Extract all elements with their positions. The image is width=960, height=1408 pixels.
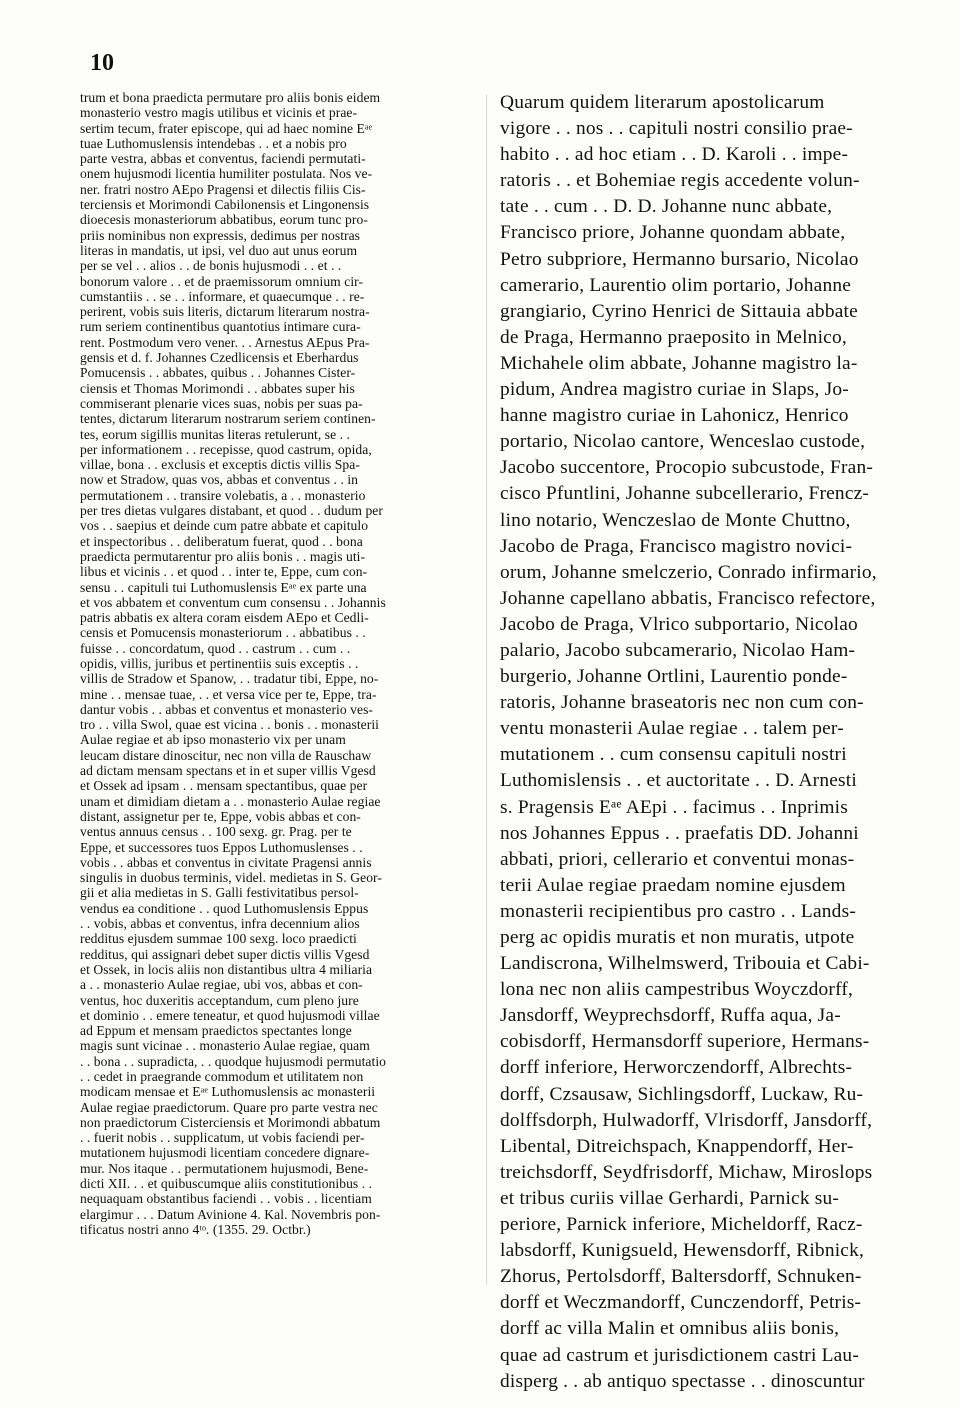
text-line: permutationem . . transire volebatis, a . . monasterio — [80, 487, 366, 503]
text-line: bonorum valore . . et de praemissorum omnium cir- — [80, 273, 364, 289]
text-line: Zhorus, Pertolsdorff, Baltersdorff, Schnuken- — [500, 1266, 862, 1288]
text-line: lona nec non aliis campestribus Woyczdorff, — [500, 979, 854, 1001]
text-line: lino notario, Wenczeslao de Monte Chuttno, — [500, 509, 851, 531]
text-line: orum, Johanne smelczerio, Conrado infirmario, — [500, 561, 877, 583]
text-line: nos Johannes Eppus . . praefatis DD. Johanni — [500, 822, 859, 844]
text-line: et inspectoribus . . deliberatum fuerat, quod . . bona — [80, 533, 363, 549]
text-line: Francisco priore, Johanne quondam abbate, — [500, 222, 846, 244]
text-line: tate . . cum . . D. D. Johanne nunc abbate, — [500, 196, 833, 218]
text-line: vos . . saepius et deinde cum patre abbate et capitulo — [80, 518, 369, 534]
text-line: habito . . ad hoc etiam . . D. Karoli . . impe- — [500, 144, 849, 166]
text-line: parte vestra, abbas et conventus, faciendi permutati- — [80, 151, 366, 167]
text-line: magis sunt vicinae . . monasterio Aulae regiae, quam — [80, 1038, 370, 1054]
text-line: vendus ea conditione . . quod Luthomuslensis Eppus — [80, 900, 369, 916]
text-line: perirent, vobis suis literis, dictarum literarum nostra- — [80, 304, 370, 320]
text-line: dantur vobis . . abbas et conventus et monasterio ves- — [80, 701, 374, 717]
text-line: dorff ac villa Malin et omnibus aliis bonis, — [500, 1318, 840, 1340]
text-line: onem hujusmodi licentia humiliter postulata. Nos ve- — [80, 166, 373, 182]
text-line: mur. Nos itaque . . permutationem hujusmodi, Bene- — [80, 1160, 369, 1176]
text-line: ventus annuus census . . 100 sexg. gr. Prag. per te — [80, 824, 352, 840]
text-line: periore, Parnick inferiore, Micheldorff, Racz- — [500, 1214, 863, 1236]
text-line: grangiario, Cyrino Henrici de Sittauia abbate — [500, 300, 858, 322]
text-line: pidum, Andrea magistro curiae in Slaps, Jo- — [500, 379, 849, 401]
text-line: et vos abbatem et conventum cum consensu . . Johannis — [80, 594, 386, 610]
text-line: Eppe, et successores tuos Eppos Luthomuslenses . . — [80, 839, 363, 855]
text-line: per informationem . . recepisse, quod castrum, opida, — [80, 441, 372, 457]
text-line: distant, assignetur per te, Eppe, vobis abbas et con- — [80, 808, 361, 824]
text-line: patris abbatis ex altera coram eisdem AEpo et Cedli- — [80, 610, 369, 626]
text-line: tentes, dictarum literarum nostrarum seriem continen- — [80, 411, 376, 427]
text-line: Libental, Ditreichspach, Knappendorff, Her- — [500, 1135, 854, 1157]
text-line: vobis . . abbas et conventus in civitate Pragensi annis — [80, 854, 372, 870]
text-line: treichsdorff, Seydfrisdorff, Michaw, Miroslops — [500, 1161, 873, 1183]
text-line: abbati, priori, cellerario et conventui monas- — [500, 848, 855, 870]
text-line: ratoris . . et Bohemiae regis accedente volun- — [500, 170, 860, 192]
text-line: dorff et Weczmandorff, Cunczendorff, Petris- — [500, 1292, 862, 1314]
text-line: et tribus curiis villae Gerhardi, Parnick su- — [500, 1187, 840, 1209]
text-line: perg ac opidis muratis et non muratis, utpote — [500, 927, 855, 948]
text-line: mine . . mensae tuae, . . et versa vice per te, Eppe, tra- — [80, 686, 377, 702]
text-line: s. Pragensis Eᵃᵉ AEpi . . facimus . . Inprimis — [500, 796, 849, 818]
text-line: et dominio . . emere teneatur, et quod hujusmodi villae — [80, 1007, 380, 1023]
text-line: literas in mandatis, ut ipsi, vel duo aut unus eorum — [80, 242, 358, 258]
text-line: Jansdorff, Weyprechsdorff, Ruffa aqua, Ja- — [500, 1005, 841, 1027]
text-line: burgerio, Johanne Ortlini, Laurentio ponde- — [500, 666, 848, 688]
text-line: camerario, Laurentio olim portario, Johanne — [500, 274, 852, 296]
text-line: portario, Nicolao cantore, Wenceslao custode, — [500, 431, 866, 453]
text-line: villae, bona . . exclusis et exceptis dictis villis Spa- — [80, 457, 360, 473]
text-line: dolffsdorph, Hulwadorff, Vlrisdorff, Jansdorff, — [500, 1109, 873, 1131]
column-divider — [486, 95, 487, 1285]
text-line: a . . monasterio Aulae regiae, ubi vos, abbas et con- — [80, 977, 363, 993]
text-line: Michahele olim abbate, Johanne magistro la- — [500, 352, 858, 374]
text-line: priis nominibus non expressis, dedimus per nostras — [80, 227, 361, 243]
text-line: et Ossek, in locis aliis non distantibus ultra 4 miliaria — [80, 961, 373, 977]
text-line: cumstantiis . . se . . informare, et quaecumque . . re- — [80, 288, 365, 304]
text-line: nequaquam obstantibus faciendi . . vobis . . licentiam — [80, 1191, 372, 1207]
text-line: sensu . . capituli tui Luthomuslensis Eᵃᵉ ex parte una — [80, 579, 367, 595]
text-line: Luthomislensis . . et auctoritate . . D. Arnesti — [500, 770, 857, 792]
text-line: per tres dietas vulgares distabant, et quod . . dudum per — [80, 503, 383, 519]
text-line: ventus, hoc duxeritis acceptandum, cum pleno jure — [80, 992, 359, 1008]
text-line: ner. fratri nostro AEpo Pragensi et dilectis filiis Cis- — [80, 181, 366, 197]
text-line: censis et Pomucensis monasteriorum . . abbatibus . . — [80, 625, 366, 641]
text-line: fuisse . . concordatum, quod . . castrum . . cum . . — [80, 640, 351, 656]
text-line: mutationem . . cum consensu capituli nostri — [500, 744, 847, 766]
text-line: gensis et d. f. Johannes Czedlicensis et Eberhardus — [80, 350, 359, 366]
text-line: dioecesis monasteriorum abbatibus, eorum tunc pro- — [80, 212, 368, 228]
right-column — [500, 90, 900, 1395]
text-line: elargimur . . . Datum Avinione 4. Kal. Novembris pon- — [80, 1206, 381, 1222]
text-line: Jacobo de Praga, Vlrico subportario, Nicolao — [500, 613, 858, 635]
text-line: gii et alia medietas in S. Galli festivitatibus persol- — [80, 885, 359, 901]
text-line: non praedictorum Cisterciensis et Morimondi abbatum — [80, 1114, 381, 1130]
text-line: de Praga, Hermanno praeposito in Melnico, — [500, 326, 847, 348]
text-line: ventu monasterii Aulae regiae . . talem per- — [500, 718, 844, 740]
text-line: Pomucensis . . abbates, quibus . . Johannes Cister- — [80, 365, 356, 381]
text-line: ad Eppum et mensam praedictos spectantes longe — [80, 1023, 352, 1039]
text-line: Jacobo succentore, Procopio subcustode, Fran- — [500, 457, 874, 479]
text-line: opidis, villis, juribus et pertinentiis suis exceptis . . — [80, 655, 359, 671]
text-line: . . cedet in praegrande commodum et utilitatem non — [80, 1069, 364, 1084]
text-line: terii Aulae regiae praedam nomine ejusdem — [500, 874, 846, 896]
text-line: hanne magistro curiae in Lahonicz, Henrico — [500, 405, 849, 427]
text-line: per se vel . . alios . . de bonis hujusmodi . . et . . — [80, 258, 342, 274]
text-line: dicti XII. . . et quibuscumque aliis constitutionibus . . — [80, 1176, 373, 1192]
text-line: vigore . . nos . . capituli nostri consilio prae- — [500, 118, 853, 140]
text-line: unam et dimidiam dietam a . . monasterio Aulae regiae — [80, 793, 381, 809]
text-line: Petro subpriore, Hermanno bursario, Nicolao — [500, 248, 859, 270]
text-line: dorff inferiore, Herworczendorff, Albrechts- — [500, 1057, 853, 1079]
text-line: ciensis et Thomas Morimondi . . abbates super his — [80, 380, 355, 396]
text-line: et Ossek ad ipsam . . mensam spectantibus, quae per — [80, 778, 368, 794]
text-line: modicam mensae et Eᵃᵉ Luthomuslensis ac monasterii — [80, 1084, 376, 1100]
text-line: redditus ejusdem summae 100 sexg. loco praedicti — [80, 931, 357, 947]
text-line: ad dictam mensam spectans et in et super villis Vgesd — [80, 763, 376, 779]
text-line: commiserant plenarie vices suas, nobis per suas pa- — [80, 395, 363, 411]
text-line: rum seriem continentibus quantotius intimare cura- — [80, 319, 361, 335]
text-line: tes, eorum sigillis munitas literas retulerunt, se . . — [80, 426, 350, 442]
text-line: now et Stradow, quas vos, abbas et conventus . . in — [80, 472, 359, 488]
text-line: disperg . . ab antiquo spectasse . . dinoscuntur — [500, 1370, 865, 1392]
text-line: labsdorff, Kunigsueld, Hewensdorff, Ribnick, — [500, 1240, 865, 1262]
text-line: Aulae regiae praedictorum. Quare pro parte vestra nec — [80, 1099, 378, 1115]
left-column — [80, 90, 475, 1237]
text-line: palario, Jacobo subcamerario, Nicolao Ham- — [500, 639, 856, 661]
text-line: monasterii recipientibus pro castro . . Lands- — [500, 900, 856, 922]
text-line: praedicta permutarentur pro aliis bonis . . magis uti- — [80, 548, 366, 564]
page-number: 10 — [90, 50, 114, 76]
text-line: quae ad castrum et jurisdictionem castri Lau- — [500, 1344, 859, 1366]
text-line: mutationem hujusmodi licentiam concedere dignare- — [80, 1145, 370, 1161]
text-line: Johanne capellano abbatis, Francisco refectore, — [500, 587, 876, 609]
text-line: leucam distare dinoscitur, nec non villa de Rauschaw — [80, 747, 372, 763]
text-line: Quarum quidem literarum apostolicarum — [500, 92, 825, 113]
text-line: monasterio vestro magis utilibus et vicinis et prae- — [80, 105, 358, 121]
text-line: Jacobo de Praga, Francisco magistro novici- — [500, 535, 853, 557]
text-line: tuae Luthomuslensis intendebas . . et a nobis pro — [80, 135, 347, 151]
text-line: sertim tecum, frater episcope, qui ad haec nomine Eᵃᵉ — [80, 120, 373, 136]
text-line: . . vobis, abbas et conventus, infra decennium alios — [80, 916, 360, 932]
text-line: ratoris, Johanne braseatoris nec non cum con- — [500, 692, 864, 714]
text-line: cisco Pfuntlini, Johanne subcellerario, Frencz- — [500, 483, 870, 505]
text-line: terciensis et Morimondi Cabilonensis et Lingonensis — [80, 197, 370, 213]
text-line: trum et bona praedicta permutare pro aliis bonis eidem — [80, 90, 381, 105]
text-line: villis de Stradow et Spanow, . . tradatur tibi, Eppe, no- — [80, 671, 379, 687]
text-line: . . fuerit nobis . . supplicatum, ut vobis faciendi per- — [80, 1130, 365, 1146]
text-line: . . bona . . supradicta, . . quodque hujusmodi permutatio — [80, 1053, 387, 1069]
text-line: redditus, qui assignari debet super dictis villis Vgesd — [80, 946, 370, 962]
text-line: Landiscrona, Wilhelmswerd, Tribouia et Cabi- — [500, 953, 870, 975]
text-line: tificatus nostri anno 4ᵗᵒ. (1355. 29. Octbr.) — [80, 1221, 311, 1237]
text-line: singulis in duobus terminis, videl. medietas in S. Geor- — [80, 870, 382, 886]
text-line: tro . . villa Swol, quae est vicina . . bonis . . monasterii — [80, 717, 379, 733]
text-line: libus et vicinis . . et quod . . inter te, Eppe, cum con- — [80, 564, 368, 580]
text-line: Aulae regiae et ab ipso monasterio vix per unam — [80, 732, 346, 748]
text-line: cobisdorff, Hermansdorff superiore, Hermans- — [500, 1031, 870, 1053]
text-line: dorff, Czsausaw, Sichlingsdorff, Luckaw, Ru- — [500, 1083, 864, 1105]
text-line: rent. Postmodum vero vener. . . Arnestus AEpus Pra- — [80, 334, 370, 350]
